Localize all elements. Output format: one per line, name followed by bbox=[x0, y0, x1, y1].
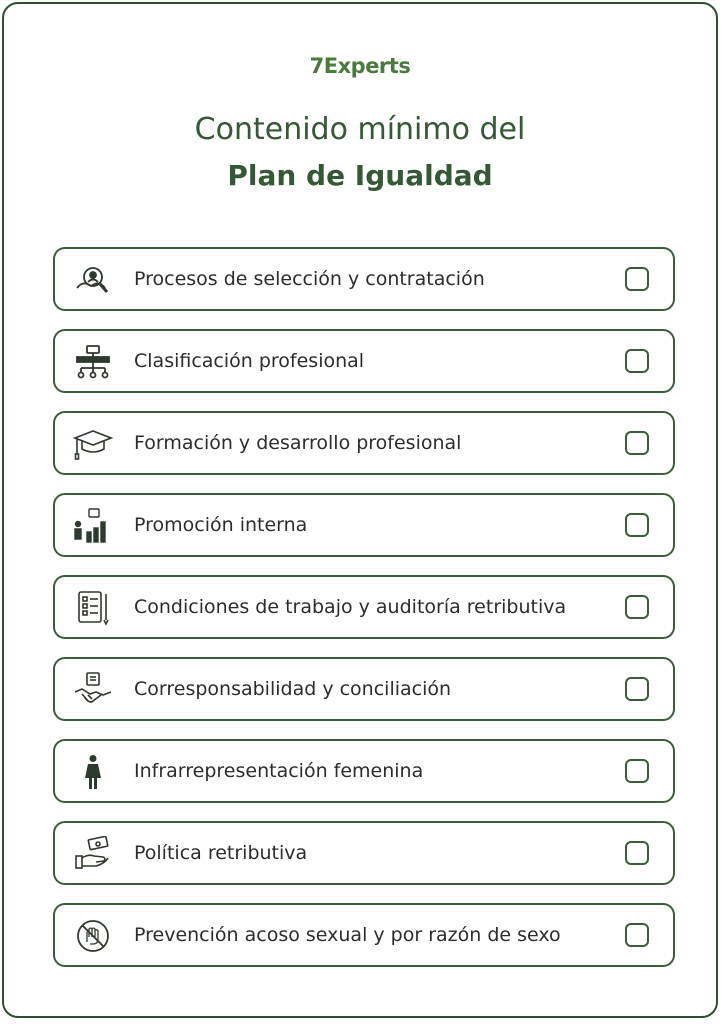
checkbox[interactable] bbox=[625, 431, 649, 455]
handshake-icon bbox=[73, 672, 113, 708]
checklist-item-label: Política retributiva bbox=[134, 842, 308, 864]
checkbox[interactable] bbox=[625, 923, 649, 947]
checkbox[interactable] bbox=[625, 841, 649, 865]
promotion-chart-icon bbox=[73, 508, 113, 544]
checklist-item-politica bbox=[53, 821, 675, 885]
checkbox[interactable] bbox=[625, 595, 649, 619]
page-title-line1: Contenido mínimo del bbox=[194, 112, 526, 147]
prohibited-harassment-icon bbox=[73, 918, 113, 954]
checkbox[interactable] bbox=[625, 677, 649, 701]
page-title-line2: Plan de Igualdad bbox=[227, 159, 493, 192]
checklist-item-corresponsabilidad bbox=[53, 657, 675, 721]
checklist-item-condiciones bbox=[53, 575, 675, 639]
org-chart-icon bbox=[73, 344, 113, 380]
money-hand-icon bbox=[73, 836, 113, 872]
checkbox[interactable] bbox=[625, 759, 649, 783]
checklist-item-label: Corresponsabilidad y conciliación bbox=[134, 678, 452, 700]
checklist-document-icon bbox=[73, 590, 113, 626]
checklist bbox=[53, 247, 675, 985]
checklist-item-infrarrepresentacion bbox=[53, 739, 675, 803]
checklist-item-label: Infrarrepresentación femenina bbox=[134, 760, 424, 782]
checklist-item-label: Condiciones de trabajo y auditoría retributiva bbox=[134, 596, 567, 618]
graduation-cap-icon bbox=[73, 426, 113, 462]
checkbox[interactable] bbox=[625, 267, 649, 291]
checklist-item-label: Procesos de selección y contratación bbox=[134, 268, 485, 290]
checklist-item-clasificacion bbox=[53, 329, 675, 393]
checklist-item-promocion bbox=[53, 493, 675, 557]
recruitment-icon bbox=[73, 262, 113, 298]
checklist-item-label: Prevención acoso sexual y por razón de sexo bbox=[134, 924, 561, 946]
brand-logo: 7Experts bbox=[309, 54, 411, 78]
checklist-item-seleccion bbox=[53, 247, 675, 311]
checklist-card bbox=[2, 2, 718, 1018]
checklist-item-label: Clasificación profesional bbox=[134, 350, 365, 372]
checklist-item-formacion bbox=[53, 411, 675, 475]
checkbox[interactable] bbox=[625, 349, 649, 373]
checklist-item-label: Promoción interna bbox=[134, 514, 308, 536]
woman-icon bbox=[73, 754, 113, 790]
checklist-item-prevencion bbox=[53, 903, 675, 967]
checklist-item-label: Formación y desarrollo profesional bbox=[134, 432, 462, 454]
checkbox[interactable] bbox=[625, 513, 649, 537]
